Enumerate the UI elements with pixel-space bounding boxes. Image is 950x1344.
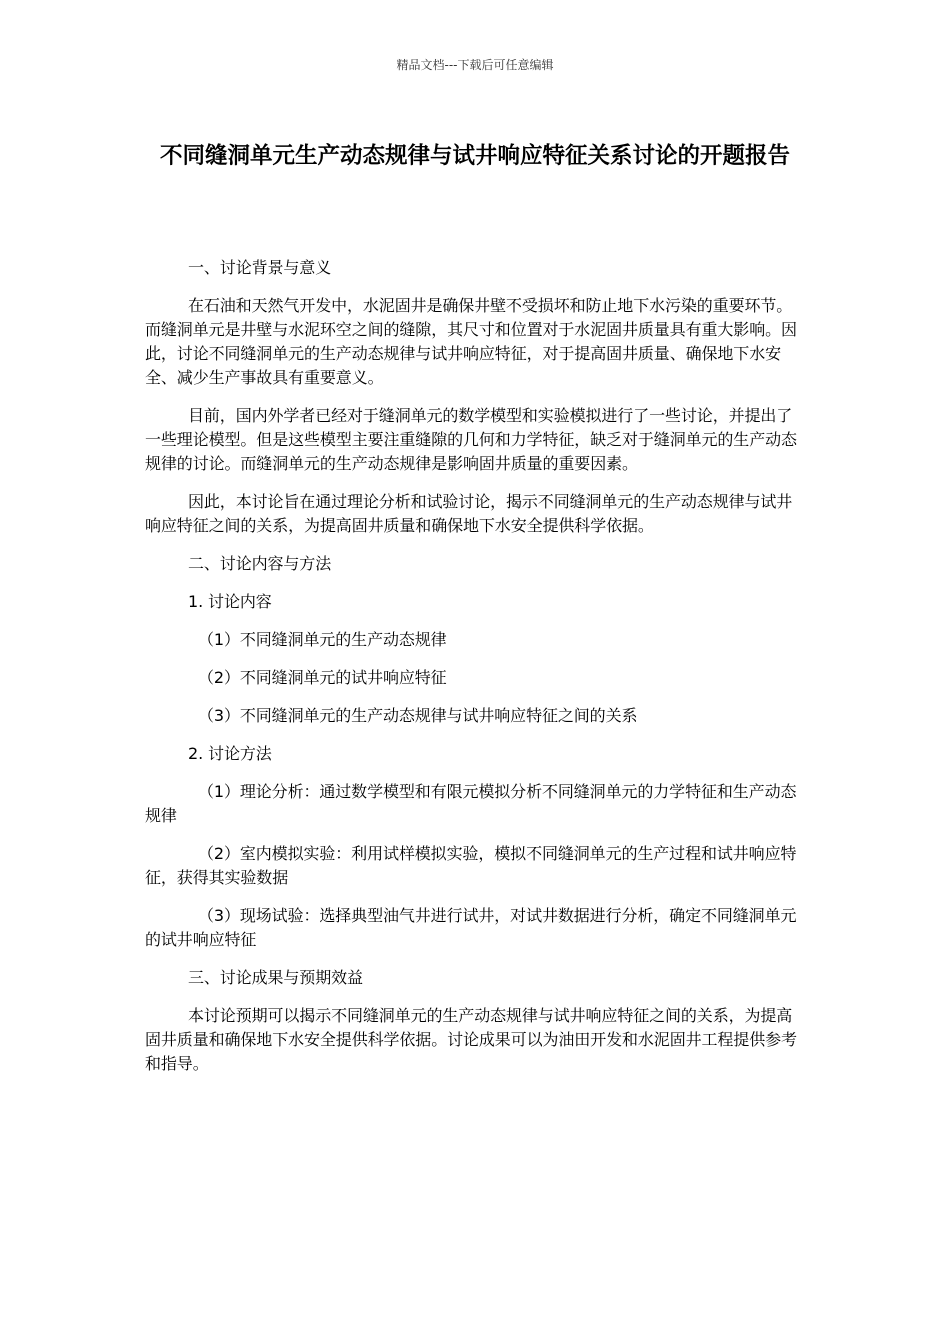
subheading-method: 2. 讨论方法 bbox=[188, 744, 272, 763]
list-item: （2）不同缝洞单元的试井响应特征 bbox=[198, 668, 447, 687]
section-heading-background: 一、讨论背景与意义 bbox=[188, 258, 332, 277]
document-title: 不同缝洞单元生产动态规律与试井响应特征关系讨论的开题报告 bbox=[159, 143, 790, 169]
section-heading-results: 三、讨论成果与预期效益 bbox=[188, 968, 363, 987]
section-heading-content-method: 二、讨论内容与方法 bbox=[188, 554, 332, 573]
paragraph: 目前，国内外学者已经对于缝洞单元的数学模型和实验模拟进行了一些讨论，并提出了一些理论模型。但是这些模型主要注重缝隙的几何和力学特征，缺乏对于缝洞单元的生产动态规律的讨论。而缝洞单元的生产动态规律是影响固井质量的重要因素。 bbox=[145, 406, 797, 473]
document-body bbox=[145, 256, 805, 1090]
list-item: （1）不同缝洞单元的生产动态规律 bbox=[198, 630, 447, 649]
paragraph: 因此，本讨论旨在通过理论分析和试验讨论，揭示不同缝洞单元的生产动态规律与试井响应特征之间的关系，为提高固井质量和确保地下水安全提供科学依据。 bbox=[145, 492, 793, 535]
list-item: （2）室内模拟实验：利用试样模拟实验，模拟不同缝洞单元的生产过程和试井响应特征，获得其实验数据 bbox=[145, 844, 797, 887]
paragraph: 本讨论预期可以揭示不同缝洞单元的生产动态规律与试井响应特征之间的关系，为提高固井质量和确保地下水安全提供科学依据。讨论成果可以为油田开发和水泥固井工程提供参考和指导。 bbox=[145, 1006, 797, 1073]
list-item: （1）理论分析：通过数学模型和有限元模拟分析不同缝洞单元的力学特征和生产动态规律 bbox=[145, 782, 797, 825]
paragraph: 在石油和天然气开发中，水泥固井是确保井壁不受损坏和防止地下水污染的重要环节。而缝洞单元是井壁与水泥环空之间的缝隙，其尺寸和位置对于水泥固井质量具有重大影响。因此，讨论不同缝洞单元的生产动态规律与试井响应特征，对于提高固井质量、确保地下水安全、减少生产事故具有重要意义。 bbox=[145, 296, 797, 387]
subheading-content: 1. 讨论内容 bbox=[188, 592, 272, 611]
list-item: （3）现场试验：选择典型油气井进行试井，对试井数据进行分析，确定不同缝洞单元的试井响应特征 bbox=[145, 906, 797, 949]
page-header: 精品文档---下载后可任意编辑 bbox=[396, 58, 554, 72]
list-item: （3）不同缝洞单元的生产动态规律与试井响应特征之间的关系 bbox=[198, 706, 638, 725]
